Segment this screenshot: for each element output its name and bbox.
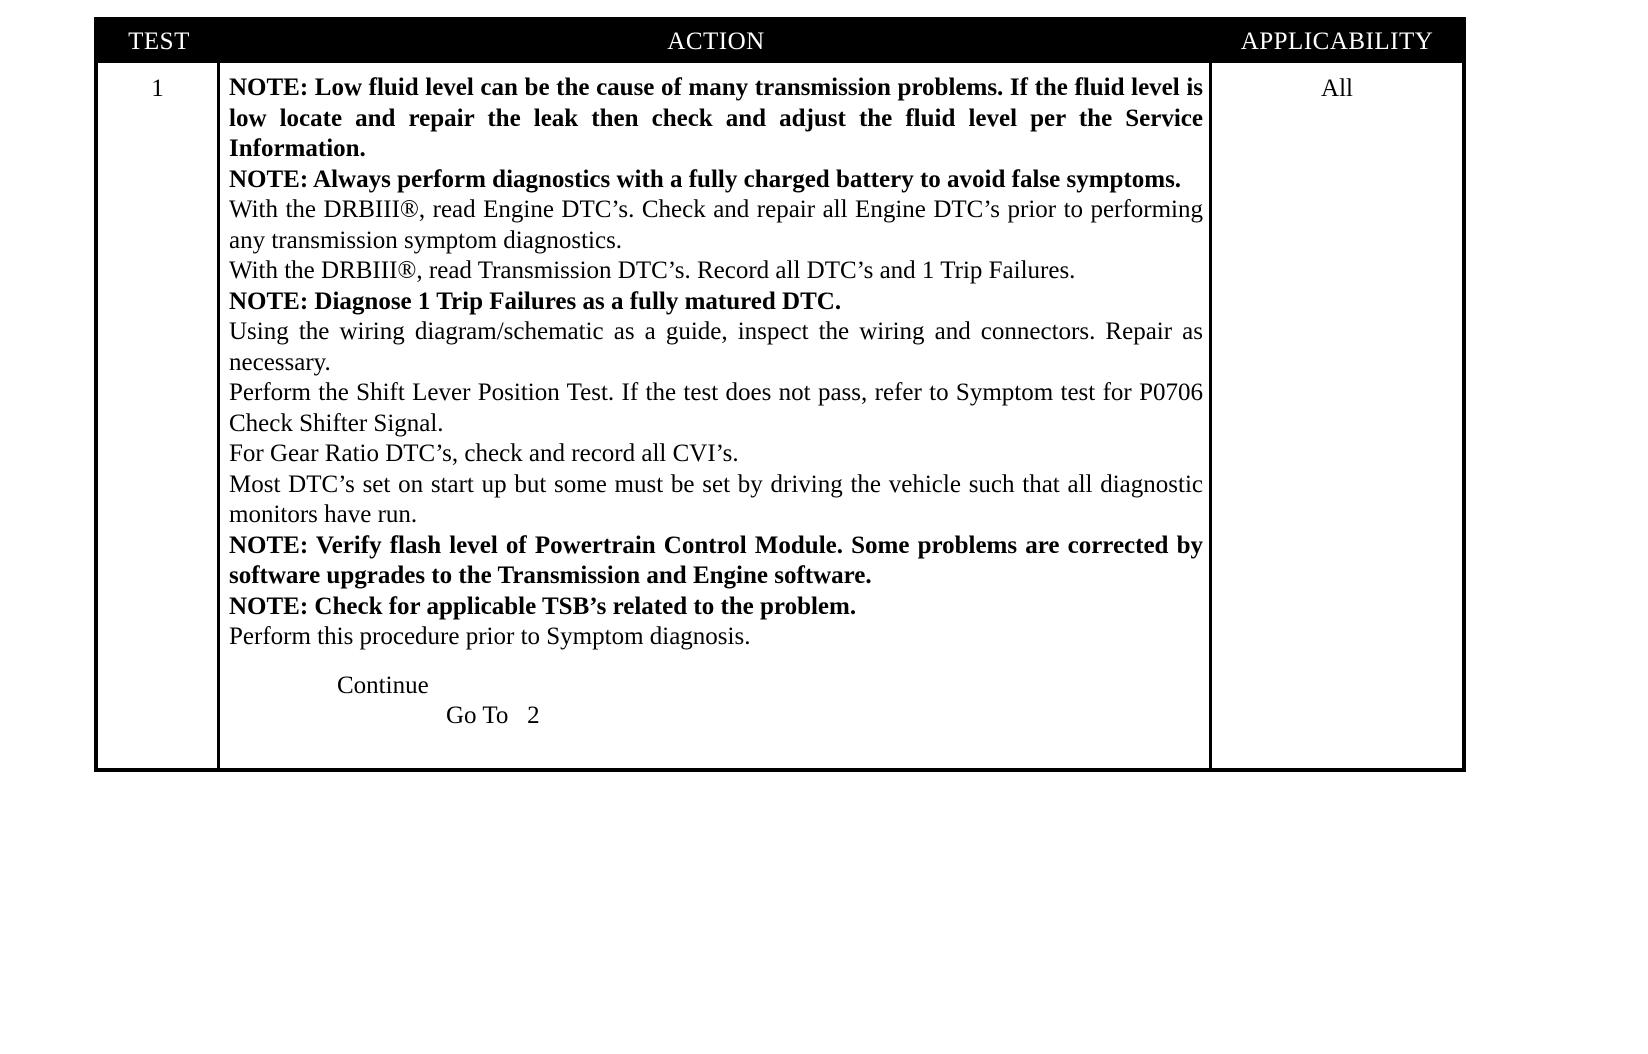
table-header	[98, 21, 1462, 63]
header-action: ACTION	[667, 28, 765, 55]
action-paragraph: Most DTC’s set on start up but some must be set by driving the vehicle such that all diagnostic monitors have run.	[229, 470, 1203, 528]
action-paragraph: With the DRBIII®, read Transmission DTC’s. Record all DTC’s and 1 Trip Failures.	[229, 257, 1076, 284]
header-test: TEST	[128, 28, 190, 55]
action-paragraph: Perform this procedure prior to Symptom diagnosis.	[229, 623, 751, 650]
table-row	[98, 63, 1462, 768]
applicability-value: All	[1321, 75, 1353, 102]
action-paragraph: NOTE: Verify flash level of Powertrain Control Module. Some problems are corrected by software upgrades to the Transmission and Engine software.	[229, 531, 1203, 589]
action-paragraph: For Gear Ratio DTC’s, check and record all CVI’s.	[229, 440, 739, 467]
action-cell	[220, 63, 1212, 768]
diagnostic-table	[94, 17, 1466, 772]
action-paragraph: NOTE: Check for applicable TSB’s related to the problem.	[229, 592, 857, 620]
action-paragraph: NOTE: Always perform diagnostics with a fully charged battery to avoid false symptoms.	[229, 165, 1182, 193]
action-paragraph: NOTE: Low fluid level can be the cause of many transmission problems. If the fluid level is low locate and repair the leak then check and adjust the fluid level per the Service Information.	[229, 74, 1203, 162]
continue-label: Continue	[337, 671, 429, 699]
test-number: 1	[98, 63, 220, 768]
action-paragraph: Perform the Shift Lever Position Test. If the test does not pass, refer to Symptom test for P0706 Check Shifter Signal.	[229, 379, 1203, 437]
action-paragraph: Using the wiring diagram/schematic as a guide, inspect the wiring and connectors. Repair as necessary.	[229, 318, 1203, 376]
action-paragraph: With the DRBIII®, read Engine DTC’s. Check and repair all Engine DTC’s prior to performing any transmission symptom diagnostics.	[229, 196, 1203, 254]
continue-block	[229, 671, 1203, 731]
header-applicability: APPLICABILITY	[1240, 28, 1434, 55]
action-paragraph: NOTE: Diagnose 1 Trip Failures as a fully matured DTC.	[229, 287, 842, 315]
goto-label[interactable]: Go To 2	[446, 701, 540, 729]
